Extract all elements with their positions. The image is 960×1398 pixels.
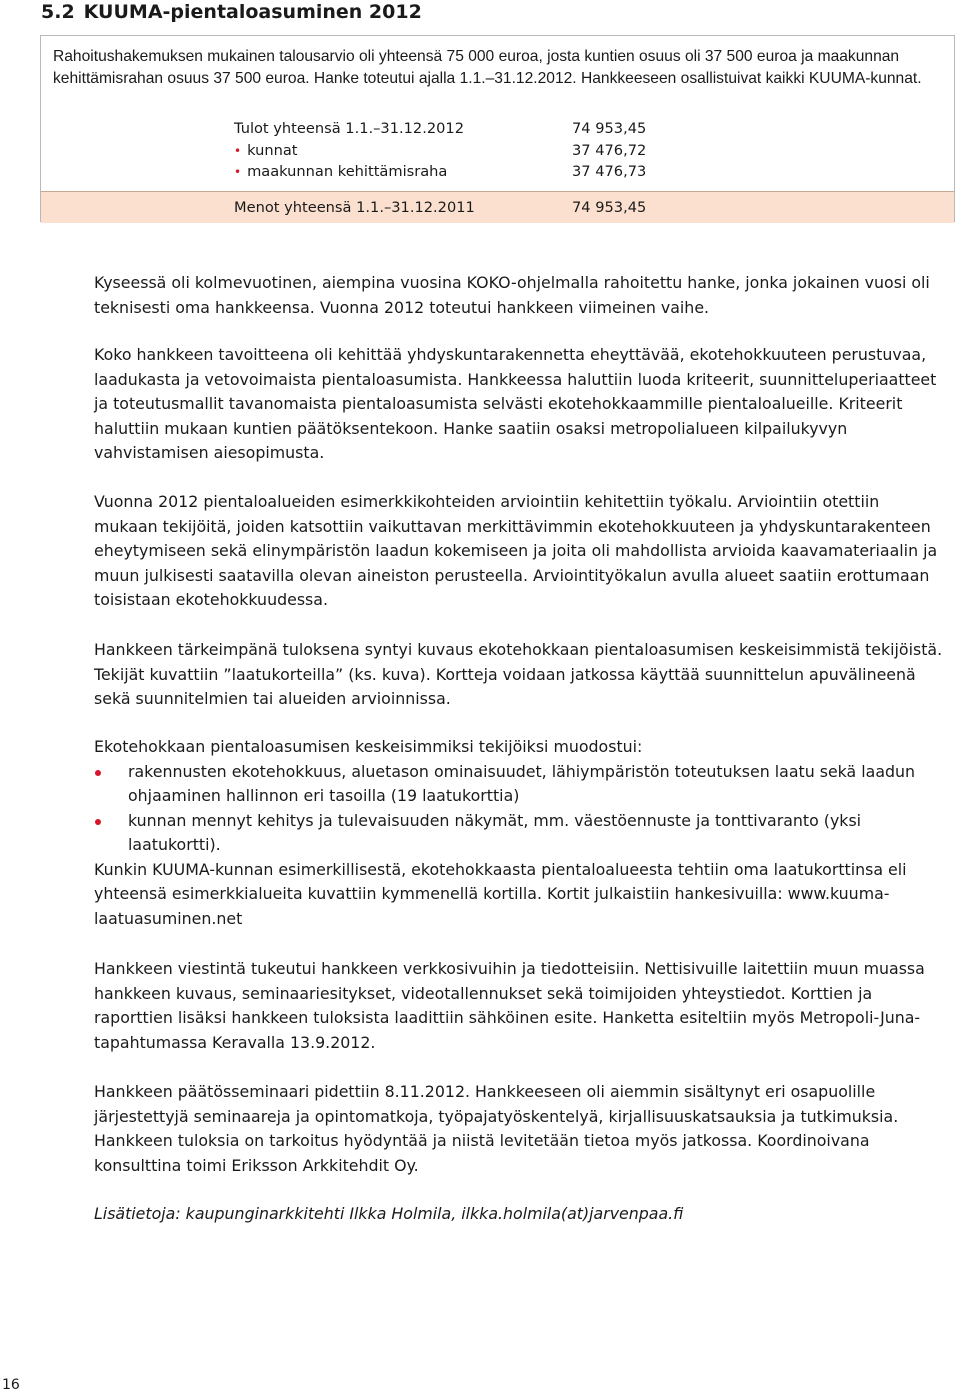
paragraph: Koko hankkeen tavoitteena oli kehittää yhdyskuntarakennetta eheyttävää, ekotehokkuuteen perustuvaa, laadukasta ja vetovoimaista pientaloasumista. Hankkeessa haluttiin luoda kriteerit, suunnitteluperiaatteet ja toteutusmallit tavanomaista pientaloasumista selvästi ekotehokkaammille pientaloalueille. Kriteerit haluttiin mukaan kuntien päätöksentekoon. Hanke saatiin osaksi metropolialueen kilpailukyvyn vahvistamisen aiesopimusta. bbox=[94, 345, 937, 462]
section-title bbox=[41, 1, 422, 23]
income-total-value: 74 953,45 bbox=[572, 120, 647, 137]
paragraph: Hankkeen viestintä tukeutui hankkeen verkkosivuihin ja tiedotteisiin. Nettisivuille laitettiin muun muassa hankkeen kuvaus, seminaariesitykset, videotallennukset sekä toimijoiden yhteystiedot. Korttien ja raporttien lisäksi hankkeen tuloksista laadittiin sähköinen esite. Hanketta esiteltiin myös Metropoli-Juna-tapahtumassa Keravalla 13.9.2012. bbox=[94, 959, 925, 1052]
paragraph: Hankkeen päätösseminaari pidettiin 8.11.2012. Hankkeeseen oli aiemmin sisältynyt eri osapuolille järjestettyjä seminaareja ja opintomatkoja, työpajatyöskentelyä, kirjallisuuskatsauksia ja tutkimuksia. Hankkeen tuloksia on tarkoitus hyödyntää ja niistä levitetään tietoa myös jatkossa. Koordinoivana konsulttina toimi Eriksson Arkkitehdit Oy. bbox=[94, 1082, 899, 1175]
income-total-label: Tulot yhteensä 1.1.–31.12.2012 bbox=[234, 120, 464, 137]
budget-intro: Rahoitushakemuksen mukainen talousarvio oli yhteensä 75 000 euroa, josta kuntien osuus oli 37 500 euroa ja maakunnan kehittämisrahan osuus 37 500 euroa. Hanke toteutui ajalla 1.1.–31.12.2012. Hankkeeseen osallistuivat kaikki KUUMA-kunnat. bbox=[53, 48, 922, 87]
contact-info: Lisätietoja: kaupunginarkkitehti Ilkka Holmila, ilkka.holmila(at)jarvenpaa.fi bbox=[94, 1204, 684, 1223]
factors-intro: Ekotehokkaan pientaloasumisen keskeisimmiksi tekijöiksi muodostui: bbox=[94, 737, 643, 756]
expenses-row bbox=[234, 199, 774, 219]
expenses-band bbox=[41, 191, 954, 223]
bullet-icon: • bbox=[234, 144, 242, 158]
factors-section bbox=[94, 735, 946, 931]
income-item-text: kunnat bbox=[247, 142, 298, 159]
expenses-label: Menot yhteensä 1.1.–31.12.2011 bbox=[234, 199, 475, 216]
income-item-value: 37 476,73 bbox=[572, 163, 647, 180]
list-item: kunnan mennyt kehitys ja tulevaisuuden näkymät, mm. väestöennuste ja tonttivaranto (yksi laatukortti). bbox=[94, 809, 946, 858]
income-table bbox=[234, 120, 774, 190]
paragraph: Vuonna 2012 pientaloalueiden esimerkkikohteiden arviointiin kehitettiin työkalu. Arviointiin otettiin mukaan tekijöitä, joiden katsottiin vaikuttavan merkittävimmin ekotehokkuuteen ja yhdyskuntarakenteen eheytymiseen sekä elinympäristön laadun kokemiseen ja joita oli mahdollista arvioida kaavamateriaalin ja muun julkisesti saatavilla olevan aineiston perusteella. Arviointityökalun avulla alueet saatiin erottumaan toisistaan ekotehokkuudessa. bbox=[94, 492, 938, 609]
list-item: rakennusten ekotehokkuus, aluetason ominaisuudet, lähiympäristön toteutuksen laatu sekä laadun ohjaaminen hallinnon eri tasoilla (19 laatukorttia) bbox=[94, 760, 946, 809]
income-item-text: maakunnan kehittämisraha bbox=[247, 163, 448, 180]
income-item-value: 37 476,72 bbox=[572, 142, 647, 159]
page-number: 16 bbox=[2, 1377, 20, 1393]
income-item-label bbox=[234, 142, 298, 159]
bullet-icon: • bbox=[234, 165, 242, 179]
factors-list bbox=[94, 760, 946, 858]
paragraph: Kyseessä oli kolmevuotinen, aiempina vuosina KOKO-ohjelmalla rahoitettu hanke, jonka jokainen vuosi oli teknisesti oma hankkeensa. Vuonna 2012 toteutui hankkeen viimeinen vaihe. bbox=[94, 273, 930, 317]
section-number: 5.2 bbox=[41, 1, 75, 23]
budget-box bbox=[40, 35, 955, 222]
paragraph: Hankkeen tärkeimpänä tuloksena syntyi kuvaus ekotehokkaan pientaloasumisen keskeisimmistä tekijöistä. Tekijät kuvattiin ”laatukorteilla” (ks. kuva). Kortteja voidaan jatkossa käyttää suunnittelun apuvälineenä sekä suunnitelmien tai alueiden arvioinnissa. bbox=[94, 640, 943, 708]
income-item-label bbox=[234, 163, 447, 180]
expenses-value: 74 953,45 bbox=[572, 199, 647, 216]
section-title-text: KUUMA-pientaloasuminen 2012 bbox=[83, 1, 422, 23]
factors-after: Kunkin KUUMA-kunnan esimerkillisestä, ekotehokkaasta pientaloalueesta tehtiin oma laatukorttinsa eli yhteensä esimerkkialueita kuvattiin kymmenellä kortilla. Kortit julkaistiin hankesivuilla: www.kuuma-laatuasuminen.net bbox=[94, 859, 907, 928]
